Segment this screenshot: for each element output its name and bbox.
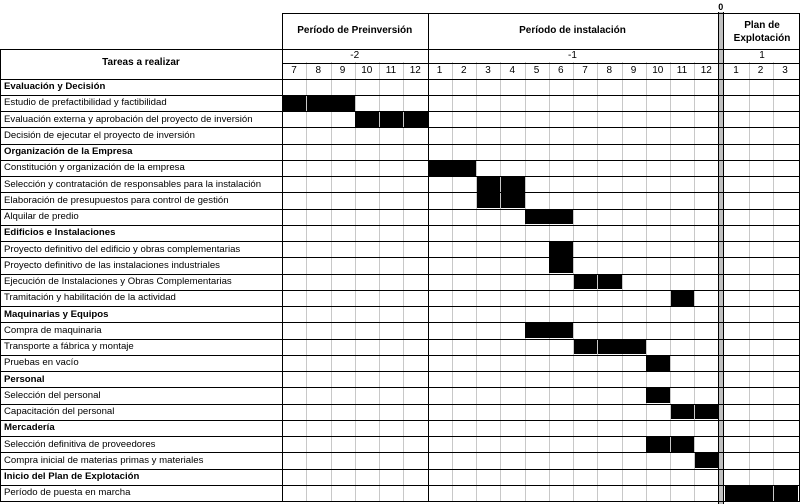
task-label: Evaluación externa y aprobación del proyecto de inversión [4,113,253,125]
gantt-bar-cell [331,96,355,111]
header-bottom-line [0,79,800,80]
gantt-bar-cell [646,388,670,403]
gantt-bar-cell [307,96,331,111]
row-line [0,306,800,307]
row-line [0,192,800,193]
tasks-column-title: Tareas a realizar [102,57,180,68]
month-label: 1 [436,65,443,76]
row-line [0,339,800,340]
gantt-bar-cell [549,323,573,338]
gantt-bar-cell [549,258,573,273]
header-middle-line [0,49,800,50]
gantt-bar-cell [477,177,501,192]
month-label: 8 [315,65,322,76]
month-label: 3 [782,65,788,76]
month-label: 12 [700,65,712,76]
year-divider-line [282,63,800,64]
gantt-bar-cell [671,291,695,306]
gantt-bar-cell [283,96,307,111]
task-label: Transporte a fábrica y montaje [4,341,134,352]
gantt-bar-cell [477,193,501,208]
period-explotacion: Plan de Explotación [733,20,791,44]
task-label: Proyecto definitivo del edificio y obras complementarias [4,243,241,255]
month-label: 6 [557,65,564,76]
row-line [0,452,800,453]
gantt-bar-cell [404,112,428,127]
row-line [0,485,800,486]
gantt-bar-cell [549,210,573,225]
month-label: 11 [385,65,397,76]
task-label: Alquilar de predio [4,211,79,222]
gantt-bar-cell [671,437,695,452]
month-label: 9 [339,65,346,76]
year-label: -1 [568,50,577,61]
task-label: Estudio de prefactibilidad y factibilidad [4,97,167,109]
gantt-bar-cell [549,242,573,257]
gantt-bar-cell [695,453,719,468]
task-label: Capacitación del personal [4,406,115,417]
row-line [0,387,800,388]
section-title: Organización de la Empresa [4,146,133,157]
gantt-bar-cell [749,486,773,501]
row-line [0,176,800,177]
gantt-bar-cell [428,161,452,176]
row-line [0,160,800,161]
row-line [0,501,800,502]
period-instalacion: Período de instalación [519,25,626,36]
row-line [0,371,800,372]
section-title: Mercadería [4,422,55,434]
table-left-line [0,49,1,502]
month-label: 7 [582,65,588,76]
gantt-bar-cell [622,340,646,355]
gantt-bar-cell [646,356,670,371]
row-line [0,322,800,323]
row-line [0,127,800,128]
gantt-bar-cell [671,405,695,420]
row-line [0,144,800,145]
month-label: 3 [485,65,491,76]
task-label: Compra inicial de materias primas y materiales [4,454,204,466]
gantt-bar-cell [598,275,622,290]
row-line [0,241,800,242]
month-label: 4 [509,65,516,76]
section-title: Personal [4,373,45,385]
section-title: Edificios e Instalaciones [4,227,116,239]
month-label: 10 [361,65,373,76]
section-title: Evaluación y Decisión [4,81,106,92]
gantt-bar-cell [574,340,598,355]
gantt-bar-cell [725,486,749,501]
gantt-bar-cell [695,405,719,420]
section-title: Inicio del Plan de Explotación [4,471,140,482]
task-label: Selección definitiva de proveedores [4,438,156,450]
gantt-bar-cell [774,486,798,501]
task-label: Tramitación y habilitación de la actividad [4,292,176,304]
gantt-bar-cell [355,112,379,127]
month-label: 1 [733,65,739,76]
gantt-bar-cell [525,323,549,338]
month-label: 5 [533,65,540,76]
month-label: 2 [757,65,764,76]
task-label: Decisión de ejecutar el proyecto de inversión [4,129,195,141]
gantt-bar-cell [574,275,598,290]
gantt-bar-cell [501,177,525,192]
month-zero-label: 0 [718,2,724,12]
task-label: Elaboración de presupuestos para control de gestión [4,194,229,206]
section-title: Maquinarias y Equipos [4,308,109,320]
task-label: Proyecto definitivo de las instalaciones industriales [4,259,220,271]
row-line [0,274,800,275]
gantt-bar-cell [598,340,622,355]
header-top-line [282,13,800,14]
task-label: Selección y contratación de responsables para la instalación [4,178,262,190]
row-line [0,95,800,96]
month-label: 10 [652,65,664,76]
month-label: 7 [291,65,297,76]
month-label: 9 [630,65,637,76]
month-label: 11 [676,65,688,76]
gantt-bar-cell [380,112,404,127]
gantt-bar-cell [646,437,670,452]
row-line [0,469,800,470]
task-label: Constitución y organización de la empresa [4,162,185,174]
row-line [0,355,800,356]
task-label: Compra de maquinaria [4,324,102,336]
month-label: 2 [460,65,467,76]
row-line [0,209,800,210]
gantt-bar-cell [452,161,476,176]
month-label: 12 [409,65,421,76]
gantt-bar-cell [525,210,549,225]
row-line [0,225,800,226]
year-label: -2 [350,50,360,61]
task-label: Período de puesta en marcha [4,487,131,499]
row-line [0,257,800,258]
row-line [0,420,800,421]
task-label: Selección del personal [4,389,101,401]
gantt-bar-cell [501,193,525,208]
period-preinversion: Período de Preinversión [297,25,413,36]
year-label: 1 [759,50,765,61]
month-label: 8 [606,65,613,76]
task-label: Pruebas en vacío [4,357,79,369]
task-label: Ejecución de Instalaciones y Obras Complementarias [4,276,232,287]
